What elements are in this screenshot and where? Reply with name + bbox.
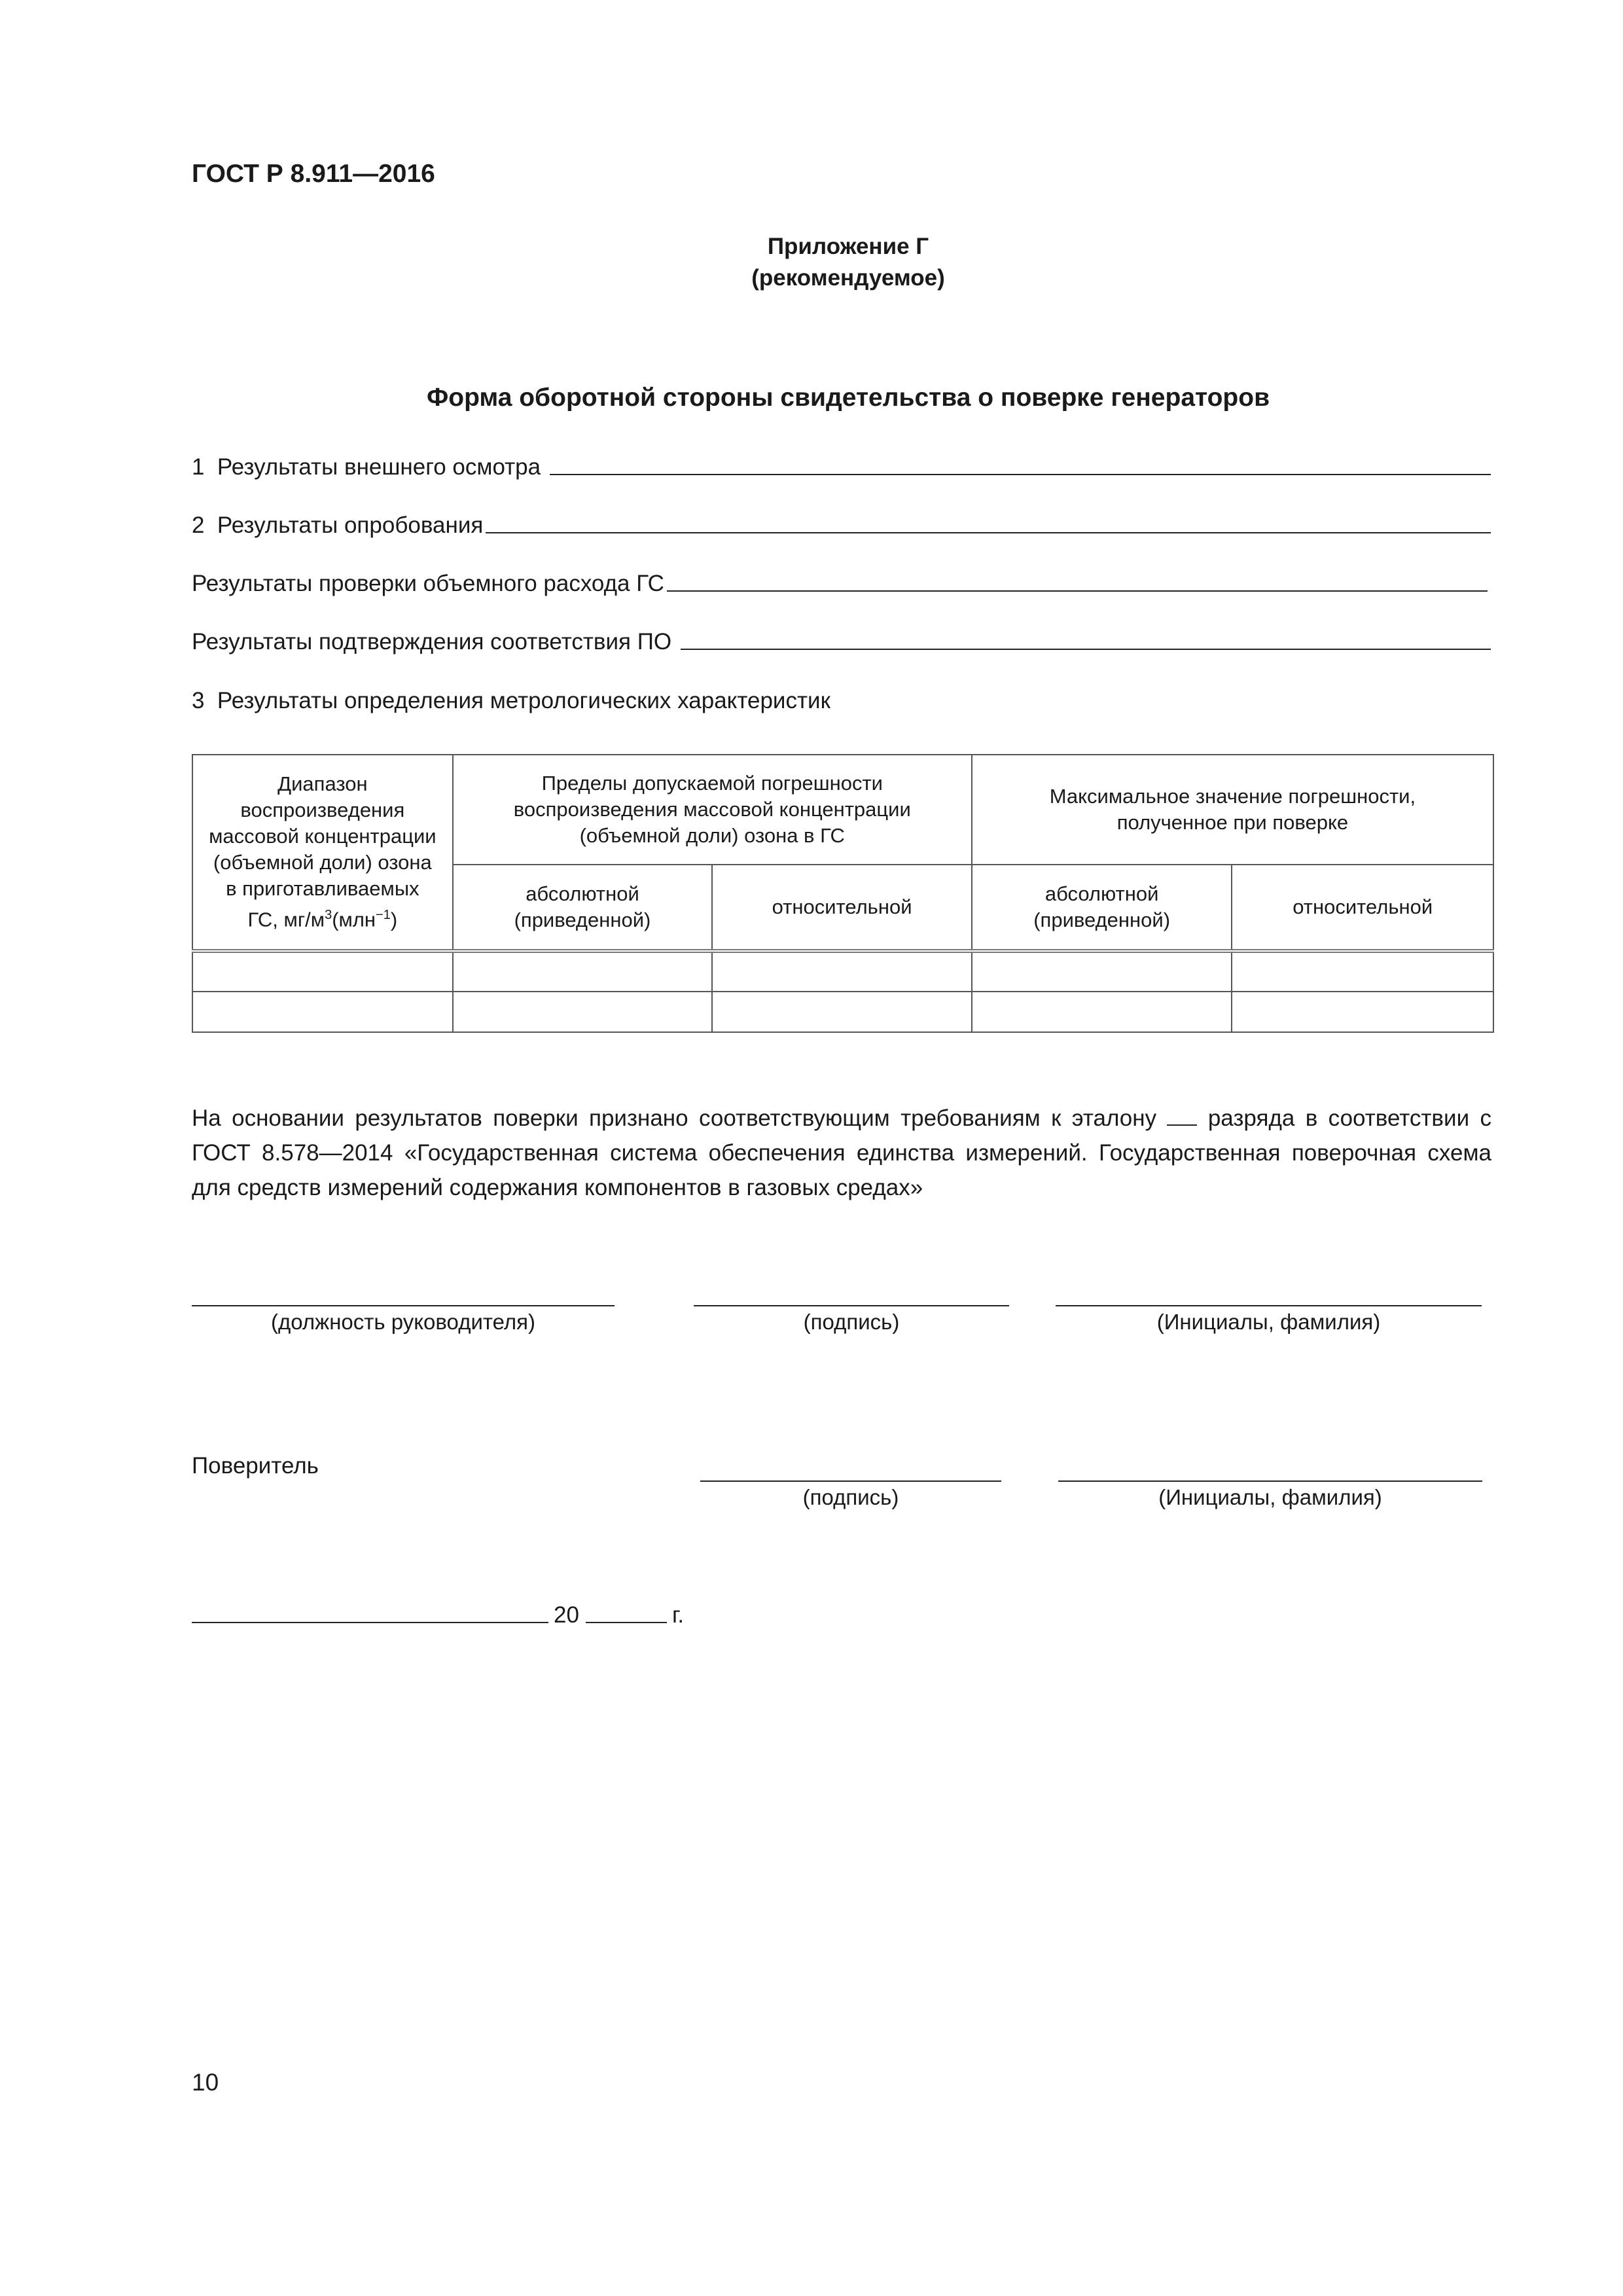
page-number: 10 <box>192 2069 219 2096</box>
year-line[interactable] <box>586 1622 667 1623</box>
header-max-error <box>972 755 1493 865</box>
fill-line[interactable] <box>667 590 1488 592</box>
subheader-absolute: абсолютной (приведенной) <box>972 865 1232 951</box>
header-range-line: воспроизведения <box>240 798 405 822</box>
table-cell[interactable] <box>1232 992 1493 1032</box>
fill-line[interactable] <box>550 474 1491 475</box>
subheader-absolute: абсолютной (приведенной) <box>453 865 713 951</box>
date-row <box>192 1602 684 1628</box>
appendix-title: Приложение Г <box>767 234 929 259</box>
verifier-signature-caption: (подпись) <box>802 1485 899 1509</box>
table-cell[interactable] <box>453 992 713 1032</box>
header-line: (объемной доли) озона в ГС <box>579 824 845 847</box>
field-flow-check <box>192 563 1488 597</box>
table-cell[interactable] <box>453 951 713 992</box>
document-code: ГОСТ Р 8.911—2016 <box>192 160 435 188</box>
verifier-signature-line[interactable] <box>700 1480 1001 1482</box>
year-prefix: 20 <box>554 1602 579 1628</box>
field-label: 1 Результаты внешнего осмотра <box>192 454 547 480</box>
header-range-line: в приготавливаемых <box>226 877 419 901</box>
verifier-name-line[interactable] <box>1058 1480 1482 1482</box>
fill-line[interactable] <box>681 649 1491 650</box>
verifier-name-caption: (Инициалы, фамилия) <box>1158 1485 1382 1509</box>
subheader-relative: относительной <box>1232 865 1493 951</box>
header-range <box>192 755 453 951</box>
name-line[interactable] <box>1056 1305 1482 1306</box>
field-label: 2 Результаты опробования <box>192 512 484 538</box>
signature-line[interactable] <box>694 1305 1009 1306</box>
table-cell[interactable] <box>972 951 1232 992</box>
field-external-inspection <box>192 446 1491 480</box>
section-3-heading <box>192 680 1491 714</box>
verifier-label: Поверитель <box>192 1453 319 1479</box>
header-line: воспроизведения массовой концентрации <box>513 798 911 821</box>
signature-caption: (подпись) <box>803 1310 900 1334</box>
table-row <box>192 992 1493 1032</box>
position-caption: (должность руководителя) <box>271 1310 535 1334</box>
header-permissible-error <box>453 755 972 865</box>
header-line: Пределы допускаемой погрешности <box>541 772 883 795</box>
table-cell[interactable] <box>712 951 972 992</box>
category-blank[interactable] <box>1167 1106 1197 1126</box>
header-range-line: (объемной доли) озона <box>213 851 432 874</box>
table-cell[interactable] <box>192 992 453 1032</box>
header-line: полученное при поверке <box>1116 811 1349 834</box>
field-software-check <box>192 621 1491 655</box>
position-line[interactable] <box>192 1305 615 1306</box>
field-testing <box>192 505 1491 539</box>
header-range-line: Диапазон <box>277 772 368 796</box>
table-cell[interactable] <box>972 992 1232 1032</box>
table-cell[interactable] <box>192 951 453 992</box>
table-cell[interactable] <box>1232 951 1493 992</box>
field-label: Результаты подтверждения соответствия ПО <box>192 629 678 655</box>
header-range-line: массовой концентрации <box>209 825 437 848</box>
name-caption: (Инициалы, фамилия) <box>1156 1310 1381 1334</box>
table-cell[interactable] <box>712 992 972 1032</box>
header-range-unit: ГС, $мг/м^3(млн^{-1})$ <box>247 908 398 931</box>
conclusion-paragraph: На основании результатов поверки признано соответствующим требованиям к эталону разряда в соответствии с ГОСТ 8.578—2014 «Государственная система обеспечения единства измерений. Государственная поверочная схема для средств измерений содержания компонентов в газовых средах» <box>192 1105 1491 1200</box>
date-day-month-line[interactable] <box>192 1622 548 1623</box>
fill-line[interactable] <box>486 532 1491 533</box>
table-row <box>192 951 1493 992</box>
year-suffix: г. <box>671 1602 685 1628</box>
metrology-table <box>192 754 1494 1033</box>
appendix-subtitle: (рекомендуемое) <box>751 265 945 291</box>
header-line: Максимальное значение погрешности, <box>1049 785 1416 808</box>
field-label: Результаты проверки объемного расхода ГС <box>192 571 664 596</box>
form-title: Форма оборотной стороны свидетельства о поверке генераторов <box>426 384 1270 412</box>
subheader-relative: относительной <box>712 865 972 951</box>
section-3-label: 3 Результаты определения метрологических характеристик <box>192 688 830 713</box>
